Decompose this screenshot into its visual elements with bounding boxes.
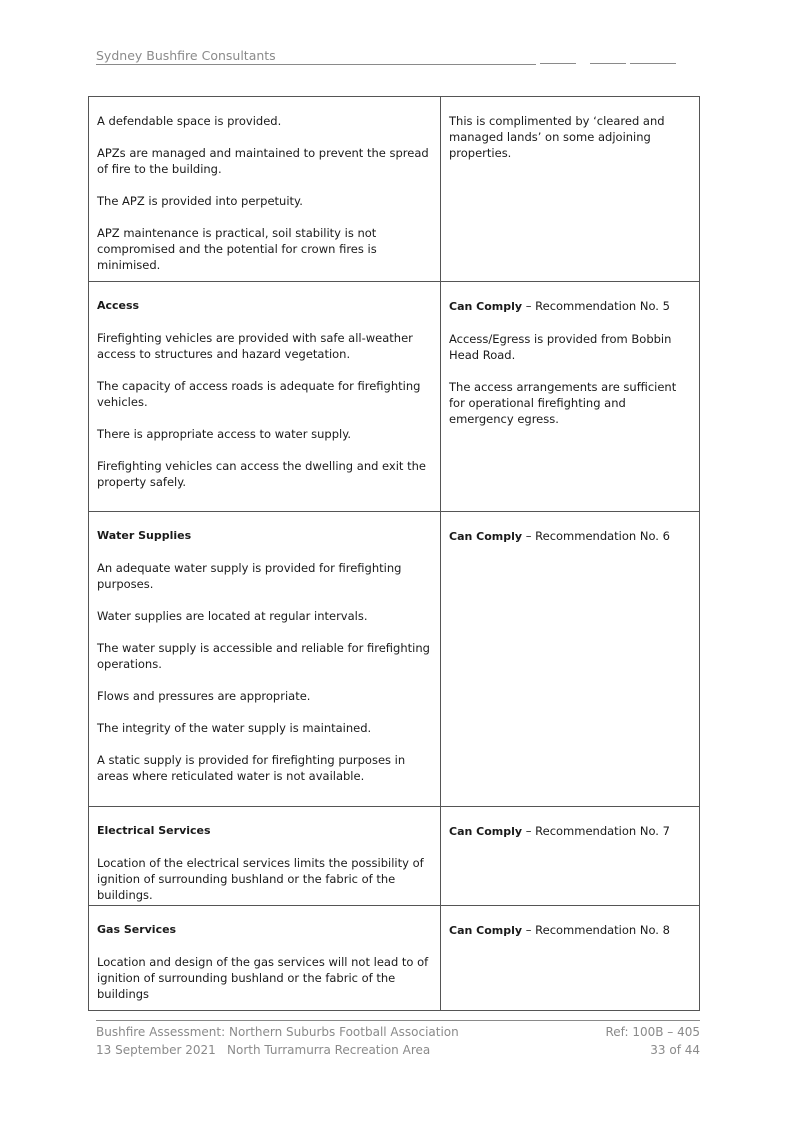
recommendation-ref: – Recommendation No. 8 [522,923,670,937]
footer-location: North Turramurra Recreation Area [227,1043,431,1057]
requirement-item: The integrity of the water supply is maintained. [97,721,372,735]
header-company: Sydney Bushfire Consultants [96,48,276,63]
recommendation-ref: – Recommendation No. 6 [522,529,670,543]
table-row [89,906,700,1011]
requirement-item: APZs are managed and maintained to prevent the spread of fire to the building. [97,146,429,176]
requirement-cell [89,97,441,282]
compliance-status [449,528,691,545]
status-label: Can Comply [449,530,523,543]
requirement-item: Firefighting vehicles can access the dwelling and exit the property safely. [97,459,426,489]
recommendation-ref: – Recommendation No. 5 [522,299,670,313]
footer-date: 13 September 2021 [96,1043,216,1057]
section-heading: Water Supplies [97,529,192,542]
status-label: Can Comply [449,300,523,313]
table-row [89,807,700,906]
compliance-status [449,922,691,939]
status-label: Can Comply [449,924,523,937]
compliance-table [88,96,700,1011]
compliance-note: The access arrangements are sufficient for operational firefighting and emergency egress. [449,380,677,426]
footer-rule [96,1020,700,1021]
requirement-cell [89,906,441,1011]
requirement-cell [89,282,441,512]
table-row [89,512,700,807]
footer-ref: Ref: 100B – 405 [605,1025,700,1039]
section-heading: Access [97,299,140,312]
compliance-cell [441,906,700,1011]
requirement-item: APZ maintenance is practical, soil stability is not compromised and the potential for crown fires is minimised. [97,226,377,272]
requirement-item: Water supplies are located at regular intervals. [97,609,368,623]
compliance-cell [441,807,700,906]
requirement-item: The water supply is accessible and reliable for firefighting operations. [97,641,430,671]
compliance-status [449,823,691,840]
header-dash [630,63,676,64]
header-rule [96,64,536,65]
requirement-item: An adequate water supply is provided for firefighting purposes. [97,561,402,591]
compliance-note: Access/Egress is provided from Bobbin Head Road. [449,332,672,362]
requirement-item: A defendable space is provided. [97,114,282,128]
compliance-status [449,298,691,315]
compliance-note: This is complimented by ‘cleared and managed lands’ on some adjoining properties. [449,114,665,160]
requirement-item: A static supply is provided for firefighting purposes in areas where reticulated water is not available. [97,753,406,783]
requirement-item: Flows and pressures are appropriate. [97,689,311,703]
status-label: Can Comply [449,825,523,838]
header-dash [590,63,626,64]
table-row [89,282,700,512]
table-row [89,97,700,282]
section-heading: Gas Services [97,923,177,936]
requirement-item: Location of the electrical services limits the possibility of ignition of surrounding bushland or the fabric of the buildings. [97,856,424,902]
section-heading: Electrical Services [97,824,211,837]
page-number: 33 of 44 [650,1043,700,1057]
compliance-cell [441,282,700,512]
footer-title: Bushfire Assessment: Northern Suburbs Football Association [96,1025,459,1039]
requirement-item: The capacity of access roads is adequate for firefighting vehicles. [97,379,421,409]
requirement-cell [89,807,441,906]
compliance-cell [441,97,700,282]
recommendation-ref: – Recommendation No. 7 [522,824,670,838]
header-dash [540,63,576,64]
requirement-item: There is appropriate access to water supply. [97,427,352,441]
requirement-item: Location and design of the gas services will not lead to of ignition of surrounding bushland or the fabric of the buildings [97,955,429,1001]
requirement-item: Firefighting vehicles are provided with safe all-weather access to structures and hazard vegetation. [97,331,413,361]
compliance-cell [441,512,700,807]
requirement-item: The APZ is provided into perpetuity. [97,194,303,208]
requirement-cell [89,512,441,807]
